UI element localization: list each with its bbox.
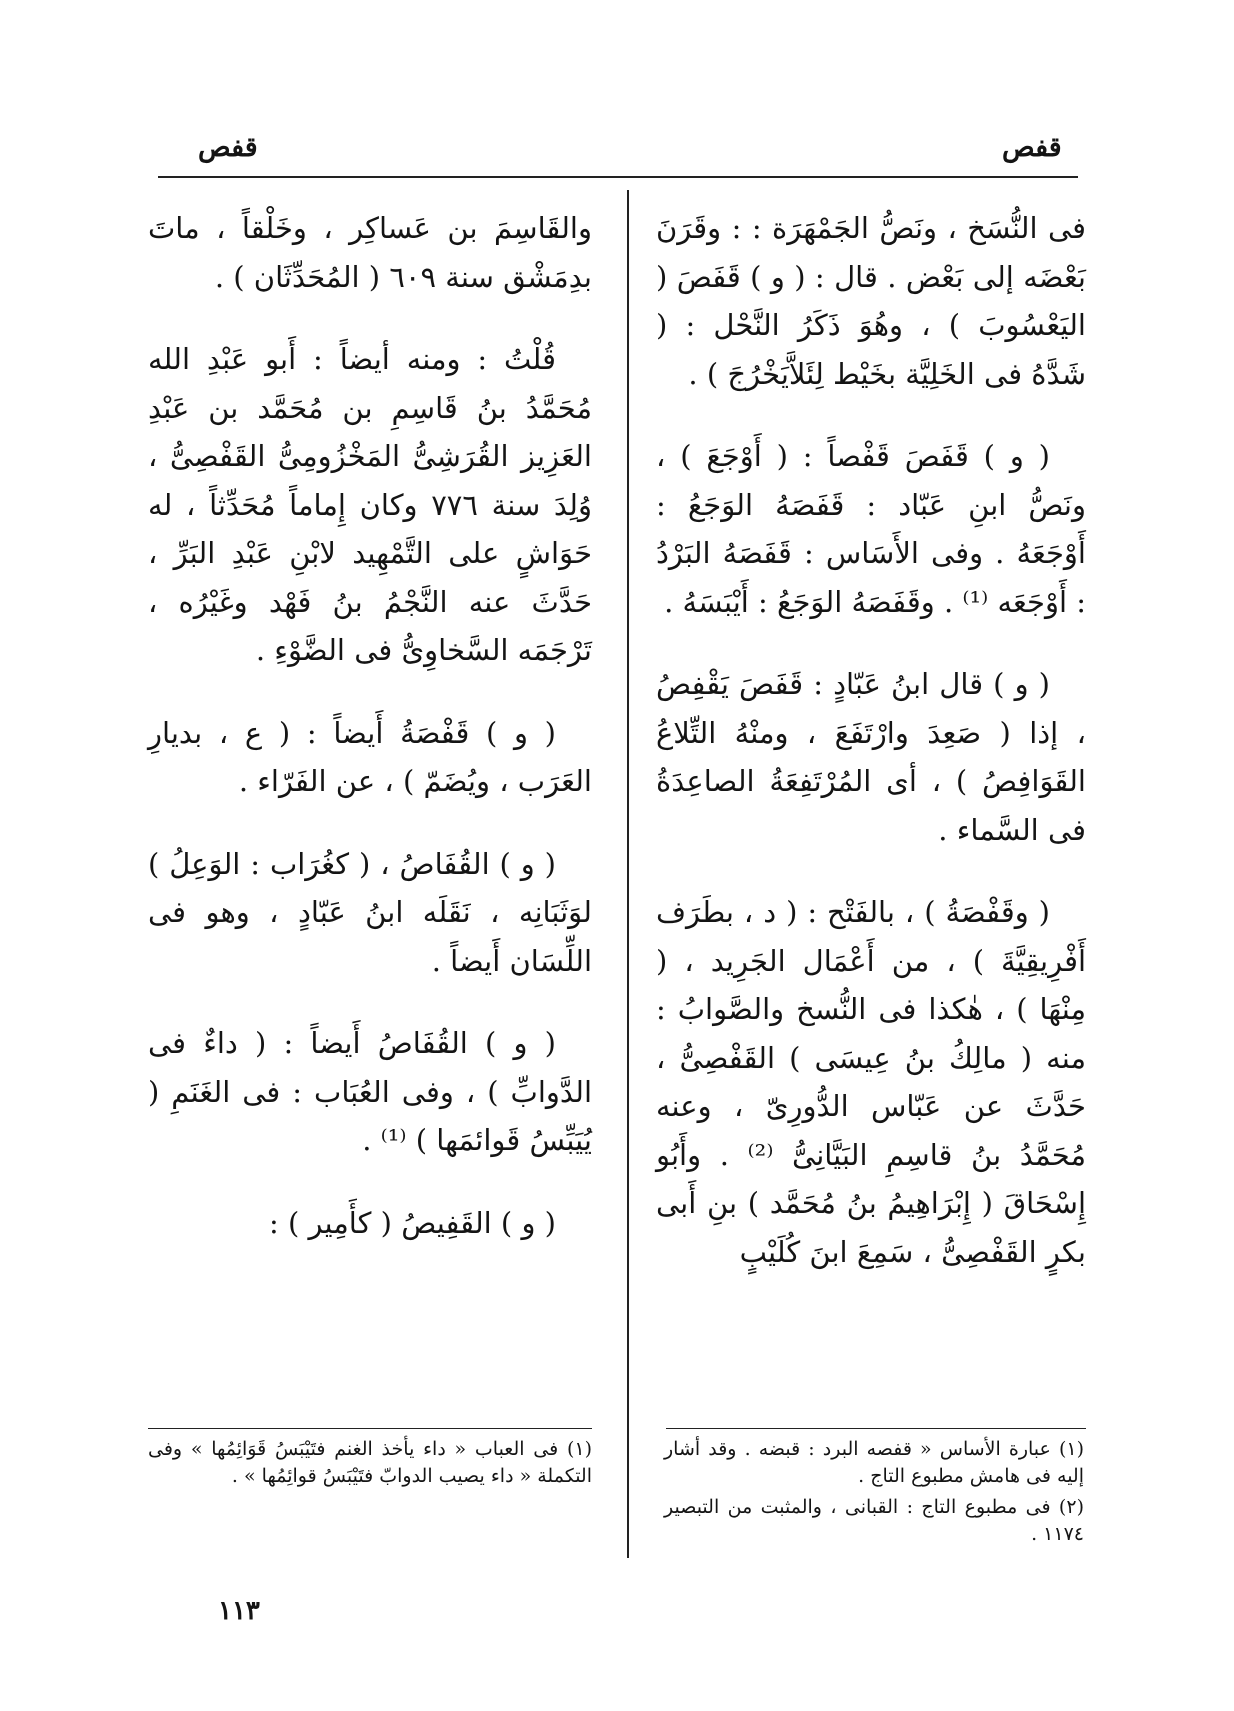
entry-paragraph: ( وقَفْصَةُ ) ، بالفَتْح : ( د ، بطَرَف أَفْرِيقِيَّةَ ) ، من أَعْمَال الجَرِيد ، ( مِنْهَا ) ، هٰكذا فى النُّسخ والصَّوابُ : منه ( مالِكُ بنُ عِيسَى ) القَفْصِىُّ ، حَدَّثَ عن عَبّاس الدُّورِىّ ، وعنه مُحَمَّدُ بنُ قاسِمِ البَيَّانِىُّ ⁽²⁾ . وأَبُو إِسْحَاقَ ( إِبْرَاهِيمُ بنُ مُحَمَّد ) بنِ أَبى بكرٍ القَفْصِىُّ ، سَمِعَ ابنَ كُلَيْبٍ (656, 895, 1086, 1269)
footnote: (١) عبارة الأساس « قفصه البرد : قبضه . وقد أشار إليه فى هامش مطبوع التاج . (664, 1438, 1084, 1487)
footnote: (٢) فى مطبوع التاج : القبانى ، والمثبت من التبصير ١١٧٤ . (664, 1496, 1084, 1545)
footnote-rule-left (148, 1428, 592, 1429)
entry-paragraph: ( و ) قال ابنُ عَبّادٍ : قَفَصَ يَقْفِصُ ، إذا ( صَعِدَ وارْتَفَعَ ، ومنْهُ التِّلاعُ القَوَافِصُ ) ، أى المُرْتَفِعَةُ الصاعِدَةُ فى السَّماء . (656, 667, 1086, 847)
running-head-right: قفص (1002, 132, 1062, 163)
entry-paragraph: ( و ) القَفِيصُ ( كأَمِير ) : (269, 1205, 556, 1240)
entry-paragraph: قُلْتُ : ومنه أيضاً : أَبو عَبْدِ الله مُحَمَّدُ بنُ قَاسِمِ بن مُحَمَّد بن عَبْدِ العَزِيز القُرَشِىُّ المَخْزُومِىُّ القَفْصِىُّ ، وُلِدَ سنة ٧٧٦ وكان إِماماً مُحَدِّثاً ، له حَوَاشٍ على التَّمْهِيد لابْنِ عَبْدِ البَرِّ ، حَدَّثَ عنه النَّجْمُ بنُ فَهْد وغَيْرُه ، تَرْجَمَه السَّخاوِىُّ فى الضَّوْءِ . (148, 342, 592, 667)
entry-paragraph: ( و ) القُفَاصُ ، ( كغُرَاب : الوَعِلُ ) لوَثَبَانِه ، نَقَلَه ابنُ عَبّادٍ ، وهو فى اللِّسَان أَيضاً . (148, 846, 592, 978)
entry-paragraph: ( و ) قَفَصَ قَفْصاً : ( أَوْجَعَ ) ، ونَصُّ ابنِ عَبّاد : قَفَصَهُ الوَجَعُ : أَوْجَعَهُ . وفى الأَسَاس : قَفَصَهُ البَرْدُ : أَوْجَعَه ⁽¹⁾ . وقَفَصَهُ الوَجَعُ : أَيْبَسَهُ . (656, 439, 1086, 619)
left-column (148, 204, 592, 1281)
running-head-left: قفص (198, 132, 258, 163)
entry-paragraph: فى النُّسَخ ، ونَصُّ الجَمْهَرَة : : وقَرَنَ بَعْضَه إلى بَعْض . قال : ( و ) قَفَصَ ( اليَعْسُوبَ ) ، وهُوَ ذَكَرُ النَّحْل : ( شَدَّهُ فى الخَلِيَّة بخَيْط لِئَلاَّيَخْرُجَ ) . (656, 211, 1086, 391)
footnote-rule-right (666, 1428, 1086, 1429)
footnotes-right (664, 1436, 1084, 1552)
entry-paragraph: والقَاسِمَ بن عَساكِر ، وخَلْقاً ، ماتَ بدِمَشْق سنة ٦٠٩ ( المُحَدِّثَان ) . (148, 211, 592, 294)
entry-paragraph: ( و ) قَفْصَةُ أَيضاً : ( ع ، بديارِ العَرَب ، ويُضَمّ ) ، عن الفَرّاء . (148, 715, 592, 798)
column-divider (627, 190, 629, 1558)
footnote: (١) فى العباب « داء يأخذ الغنم فتَيْبَسُ قَوَائِمُها » وفى التكملة « داء يصيب الدوابّ فتَيْبَسُ قوائِمُها » . (148, 1438, 592, 1487)
footnotes-left (148, 1436, 592, 1494)
page-number: ١١٣ (218, 1596, 260, 1626)
right-column (656, 204, 1086, 1310)
entry-paragraph: ( و ) القُفَاصُ أَيضاً : ( داءٌ فى الدَّوابِّ ) ، وفى العُبَاب : فى الغَنَمِ ( يُيَبِّسُ قَوائمَها ) ⁽¹⁾ . (148, 1026, 592, 1157)
header-rule (158, 176, 1078, 178)
